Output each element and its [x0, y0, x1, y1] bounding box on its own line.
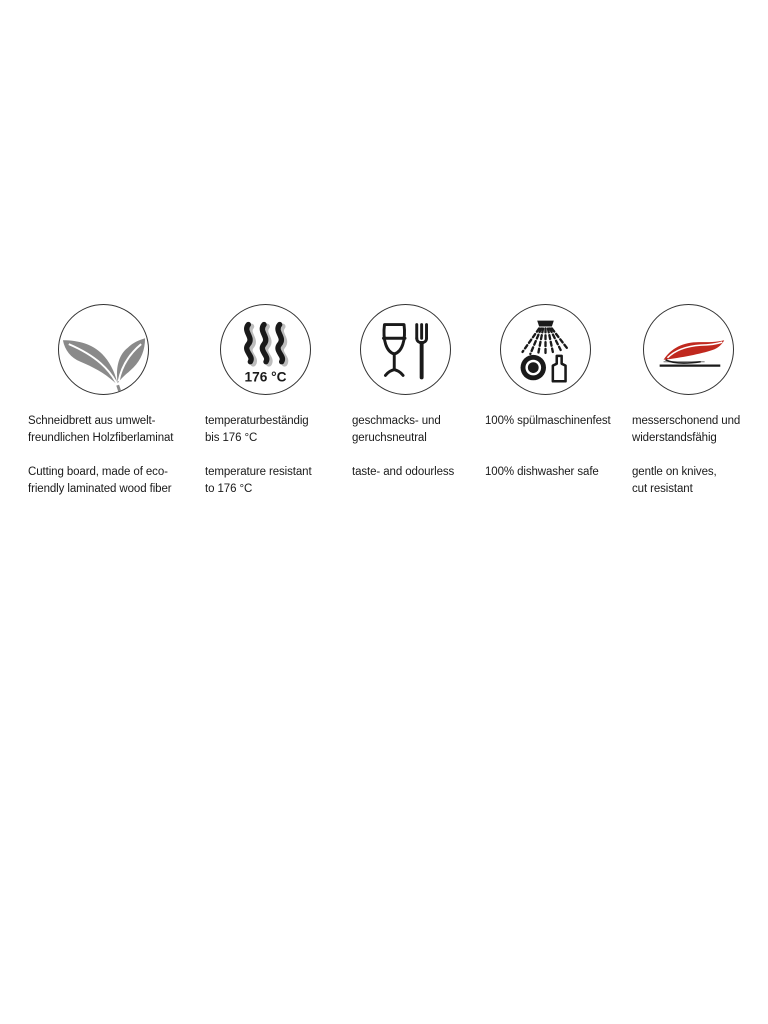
- feature-dishwasher-de-line1: 100% spülmaschinenfest: [485, 415, 611, 427]
- glass-fork-icon: [361, 305, 450, 394]
- feature-knife-friendly-de-line1: messerschonend und: [632, 415, 741, 427]
- feature-dishwasher-en-line1: 100% dishwasher safe: [485, 466, 599, 478]
- feature-heat-en: [205, 464, 355, 498]
- feature-knife-friendly-en-line1: gentle on knives,: [632, 466, 717, 478]
- feature-knife-friendly-de: [632, 413, 768, 447]
- knife-badge: [643, 304, 734, 395]
- heat-temperature-label: 176 °C: [244, 369, 287, 385]
- feature-food-safe-de-line1: geschmacks- und: [352, 415, 441, 427]
- feature-dishwasher: [485, 304, 635, 498]
- food-safe-badge: [360, 304, 451, 395]
- feature-knife-friendly-en-line2: cut resistant: [632, 483, 693, 495]
- feature-eco-en-line2: friendly laminated wood fiber: [28, 483, 172, 495]
- feature-heat-de-line2: bis 176 °C: [205, 432, 258, 444]
- feature-eco-en: [28, 464, 178, 498]
- feature-food-safe-de: [352, 413, 502, 447]
- leaf-badge: [58, 304, 149, 395]
- feature-food-safe-en-line1: taste- and odourless: [352, 466, 455, 478]
- feature-dishwasher-en-line2: [485, 481, 635, 498]
- feature-eco-en-line1: Cutting board, made of eco-: [28, 466, 168, 478]
- feature-food-safe: [352, 304, 502, 498]
- feature-knife-friendly: [632, 304, 768, 498]
- leaf-icon: [59, 305, 148, 394]
- feature-heat-en-line2: to 176 °C: [205, 483, 253, 495]
- heat-waves-icon: [221, 305, 310, 394]
- feature-heat-de: [205, 413, 355, 447]
- feature-dishwasher-de-line2: [485, 430, 635, 447]
- feature-food-safe-en: [352, 464, 502, 498]
- feature-food-safe-en-line2: [352, 481, 502, 498]
- feature-food-safe-de-line2: geruchsneutral: [352, 432, 427, 444]
- feature-eco: [28, 304, 178, 498]
- feature-knife-friendly-en: [632, 464, 768, 498]
- feature-dishwasher-de: [485, 413, 635, 447]
- feature-knife-friendly-de-line2: widerstandsfähig: [632, 432, 717, 444]
- dishwasher-icon: [501, 305, 590, 394]
- feature-eco-de-line1: Schneidbrett aus umwelt-: [28, 415, 156, 427]
- feature-heat: [205, 304, 355, 498]
- feature-eco-de: [28, 413, 178, 447]
- heat-badge: [220, 304, 311, 395]
- feature-heat-de-line1: temperaturbeständig: [205, 415, 309, 427]
- feature-eco-de-line2: freundlichen Holzfiberlaminat: [28, 432, 174, 444]
- feature-dishwasher-en: [485, 464, 635, 498]
- feature-heat-en-line1: temperature resistant: [205, 466, 312, 478]
- dishwasher-badge: [500, 304, 591, 395]
- knife-blade-icon: [644, 305, 733, 394]
